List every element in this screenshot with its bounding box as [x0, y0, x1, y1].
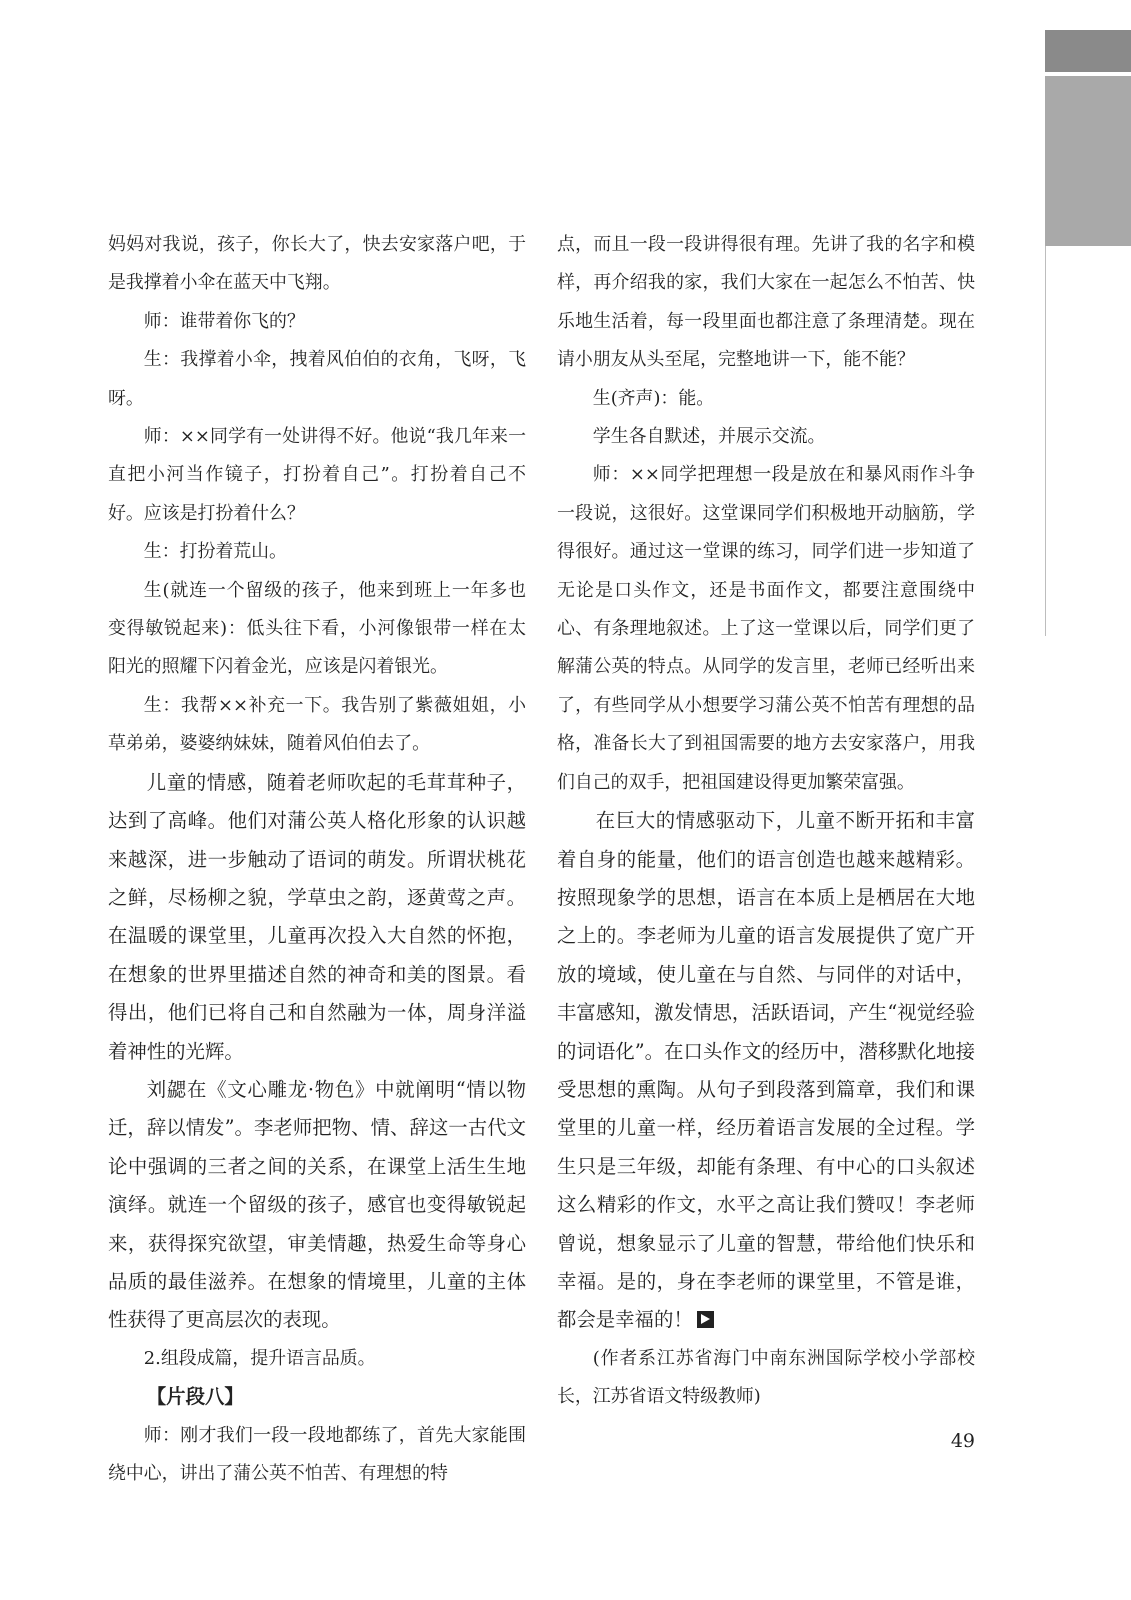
paragraph: 刘勰在《文心雕龙·物色》中就阐明“情以物迁，辞以情发”。李老师把物、情、辞这一古代文论中强调的三者之间的关系，在课堂上活生生地演绎。就连一个留级的孩子，感官也变得敏锐起来，获得探究欲望，审美情趣，热爱生命等身心品质的最佳滋养。在想象的情境里，儿童的主体性获得了更高层次的表现。 [108, 1077, 526, 1332]
paragraph: 生(齐声)：能。 [592, 387, 715, 409]
paragraph: 学生各自默述，并展示交流。 [592, 426, 826, 448]
paragraph: 师：刚才我们一段一段地都练了，首先大家能围绕中心，讲出了蒲公英不怕苦、有理想的特 [108, 1424, 526, 1484]
paragraph: 儿童的情感，随着老师吹起的毛茸茸种子，达到了高峰。他们对蒲公英人格化形象的认识越来越深，进一步触动了语词的萌发。所谓状桃花之鲜，尽杨柳之貌，学草虫之韵，逐黄莺之声。在温暖的课堂里，儿童再次投入大自然的怀抱，在想象的世界里描述自然的神奇和美的图景。看得出，他们已将自己和自然融为一体，周身洋溢着神性的光辉。 [108, 770, 526, 1063]
paragraph: 妈妈对我说，孩子，你长大了，快去安家落户吧，于是我撑着小伞在蓝天中飞翔。 [108, 234, 526, 294]
final-paragraph-text: 在巨大的情感驱动下，儿童不断开拓和丰富着自身的能量，他们的语言创造也越来越精彩。按照现象学的思想，语言在本质上是栖居在大地之上的。李老师为儿童的语言发展提供了宽广开放的境域，使儿童在与自然、与同伴的对话中，丰富感知，激发情思，活跃语词，产生“视觉经验的词语化”。在口头作文的经历中，潜移默化地接受思想的熏陶。从句子到段落到篇章，我们和课堂里的儿童一样，经历着语言发展的全过程。学生只是三年级，却能有条理、有中心的口头叙述这么精彩的作文，水平之高让我们赞叹！李老师曾说，想象显示了儿童的智慧，带给他们快乐和幸福。是的，身在李老师的课堂里，不管是谁，都会是幸福的！ [557, 809, 975, 1332]
end-of-article-icon [697, 1311, 714, 1328]
column-edge-line [1045, 246, 1046, 636]
author-note: (作者系江苏省海门中南东洲国际学校小学部校长，江苏省语文特级教师) [557, 1348, 975, 1407]
paragraph: 师：××同学有一处讲得不好。他说“我几年来一直把小河当作镜子，打扮着自己”。打扮着自己不好。应该是打扮着什么？ [108, 426, 526, 524]
paragraph: 生(就连一个留级的孩子，他来到班上一年多也变得敏锐起来)：低头往下看，小河像银带一样在太阳光的照耀下闪着金光，应该是闪着银光。 [108, 579, 526, 678]
paragraph: 点，而且一段一段讲得很有理。先讲了我的名字和模样，再介绍我的家，我们大家在一起怎么不怕苦、快乐地生活着，每一段里面也都注意了条理清楚。现在请小朋友从头至尾，完整地讲一下，能不能？ [557, 234, 975, 371]
fragment-heading: 【片段八】 [146, 1385, 244, 1409]
paragraph: 生：我撑着小伞，拽着风伯伯的衣角，飞呀，飞呀。 [108, 349, 526, 409]
paragraph: 师：谁带着你飞的？ [143, 310, 305, 332]
left-column [108, 226, 526, 1493]
section-heading: 2.组段成篇，提升语言品质。 [143, 1347, 376, 1369]
paragraph: 师：××同学把理想一段是放在和暴风雨作斗争一段说，这很好。这堂课同学们积极地开动脑筋，学得很好。通过这一堂课的练习，同学们进一步知道了无论是口头作文，还是书面作文，都要注意围绕中心、有条理地叙述。上了这一堂课以后，同学们更了解蒲公英的特点。从同学的发言里，老师已经听出来了，有些同学从小想要学习蒲公英不怕苦有理想的品格，准备长大了到祖国需要的地方去安家落户，用我们自己的双手，把祖国建设得更加繁荣富强。 [557, 464, 975, 793]
page-number: 49 [950, 1430, 975, 1452]
paragraph: 生：打扮着荒山。 [143, 541, 287, 563]
final-paragraph [557, 802, 975, 1340]
right-column [557, 226, 975, 1340]
side-tab-light [1045, 76, 1131, 246]
paragraph: 生：我帮××补充一下。我告别了紫薇姐姐，小草弟弟，婆婆纳妹妹，随着风伯伯去了。 [108, 694, 526, 755]
side-tab-dark [1045, 30, 1131, 72]
